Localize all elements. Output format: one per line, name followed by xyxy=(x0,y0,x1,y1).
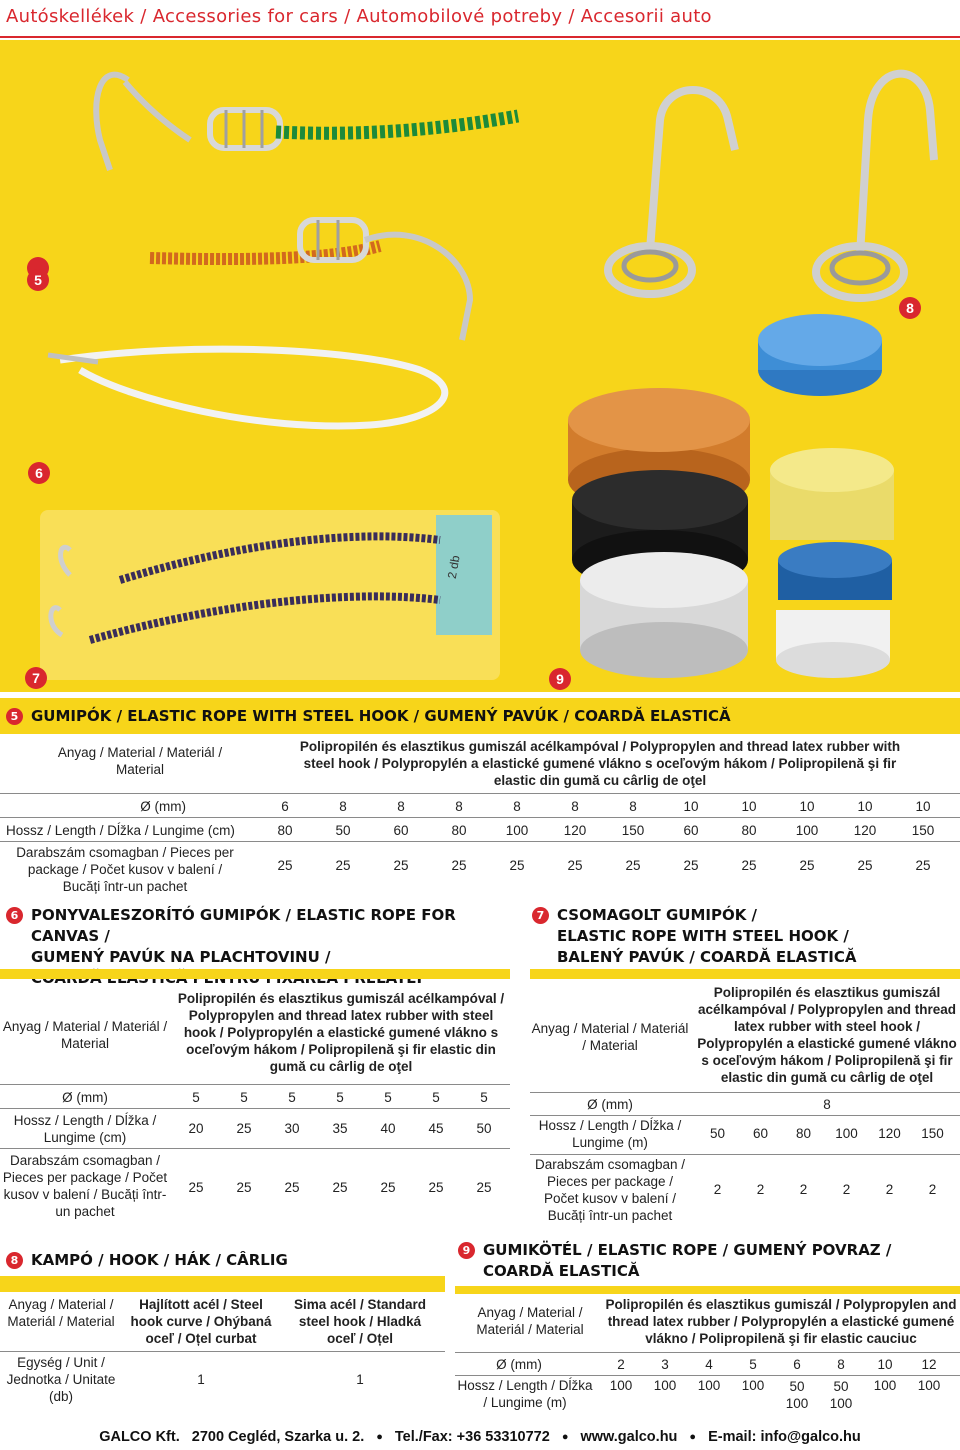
diameter-value: 10 xyxy=(857,798,873,814)
diameter-label: Ø (mm) xyxy=(587,1096,633,1112)
diameter-value: 8 xyxy=(629,798,637,814)
photo-label-7: 7 xyxy=(25,667,47,689)
section-6-table xyxy=(0,984,510,1230)
diameter-value: 10 xyxy=(683,798,699,814)
bullet-icon: ● xyxy=(561,1431,569,1443)
length-value: 100 xyxy=(873,1378,897,1393)
table-row xyxy=(455,1354,937,1374)
diameter-value: 8 xyxy=(571,798,579,814)
section-8-bar xyxy=(0,1276,445,1292)
steel-hook-icon xyxy=(96,75,128,170)
length-value: 100 xyxy=(741,1378,765,1393)
length-value: 100 xyxy=(835,1126,858,1141)
length-value: 60 xyxy=(683,822,699,838)
section-7-table xyxy=(530,984,960,1230)
steel-hook-icon xyxy=(650,90,735,250)
footer-address: 2700 Cegléd, Szarka u. 2. xyxy=(191,1429,365,1445)
pieces-value: 25 xyxy=(625,858,641,873)
section-7-title-line3: BALENÝ PAVÚK / COARDĂ ELASTICĂ xyxy=(557,948,857,966)
length-value: 30 xyxy=(284,1121,300,1136)
pieces-value: 25 xyxy=(476,1180,492,1195)
unit-label: Egység / Unit / Jednotka / Unitate (db) xyxy=(6,1355,116,1404)
length-value: 40 xyxy=(380,1121,396,1136)
material-value: Polipropilén és elasztikus gumiszál acélkampóval / Polypropylen and thread latex rubber with steel hook / Polypropylén a elastické gumené vlákno s oceľovým hákom / Polipropilenă şi fir elastic din gumă cu cârlig de oţel xyxy=(697,985,957,1085)
length-value: 50 xyxy=(476,1121,492,1136)
section-8-title: KAMPÓ / HOOK / HÁK / CÂRLIG xyxy=(31,1251,288,1269)
pieces-value: 2 xyxy=(842,1182,851,1197)
diameter-value: 8 xyxy=(339,798,347,814)
length-value: 150 xyxy=(921,1126,944,1141)
length-label: Hossz / Length / Dĺžka / Lungime (cm) xyxy=(6,822,235,838)
pieces-value: 25 xyxy=(683,858,699,873)
pieces-value: 2 xyxy=(713,1182,722,1197)
length-value: 120 xyxy=(563,822,587,838)
pieces-value: 25 xyxy=(799,858,815,873)
diameter-value: 8 xyxy=(837,1356,845,1372)
length-label: Hossz / Length / Dĺžka / Lungime (cm) xyxy=(13,1113,157,1145)
yellow-spool-icon xyxy=(770,448,894,540)
section-9-number: 9 xyxy=(458,1242,475,1259)
section-8-number: 8 xyxy=(6,1252,23,1269)
pieces-value: 25 xyxy=(236,1180,252,1195)
footer-phone: Tel./Fax: +36 53310772 xyxy=(394,1429,550,1445)
length-value: 50 xyxy=(709,1126,726,1141)
diameter-value: 6 xyxy=(281,798,289,814)
pieces-value: 2 xyxy=(799,1182,808,1197)
section-6-title-line2: GUMENÝ PAVÚK NA PLACHTOVINU / xyxy=(31,948,331,966)
diameter-value: 10 xyxy=(741,798,757,814)
section-9-bar xyxy=(455,1286,960,1294)
bullet-icon: ● xyxy=(376,1431,383,1443)
section-9-table xyxy=(455,1294,960,1416)
length-value: 80 xyxy=(277,822,293,838)
length-value: 35 xyxy=(332,1121,348,1136)
footer-website-link[interactable]: www.galco.hu xyxy=(580,1429,678,1445)
unit-value-2: 1 xyxy=(356,1372,364,1387)
section-9-header xyxy=(458,1240,958,1282)
length-value: 100 xyxy=(697,1378,721,1393)
length-value: 100 xyxy=(505,822,529,838)
length-value: 100 xyxy=(653,1378,677,1393)
section-5-title: GUMIPÓK / ELASTIC ROPE WITH STEEL HOOK / GUMENÝ PAVÚK / COARDĂ ELASTICĂ xyxy=(31,707,731,725)
diameter-value: 5 xyxy=(288,1089,296,1105)
section-8-header xyxy=(6,1250,446,1271)
diameter-value: 6 xyxy=(793,1356,801,1372)
pieces-value: 25 xyxy=(332,1180,348,1195)
pieces-value: 25 xyxy=(741,858,757,873)
length-value: 50 100 xyxy=(785,1379,809,1411)
diameter-value: 5 xyxy=(240,1089,248,1105)
pieces-value: 25 xyxy=(277,858,293,873)
length-value: 60 xyxy=(393,822,409,838)
diameter-value: 3 xyxy=(661,1356,669,1372)
length-value: 100 xyxy=(917,1378,941,1393)
table-row xyxy=(0,1087,488,1107)
white-elastic-rope xyxy=(60,349,445,426)
table-row xyxy=(0,796,931,816)
diameter-value: 12 xyxy=(921,1356,937,1372)
section-6-title-line1: PONYVALESZORÍTÓ GUMIPÓK / ELASTIC ROPE FOR CANVAS / xyxy=(31,906,456,945)
pieces-value: 2 xyxy=(756,1182,765,1197)
material-label: Anyag / Material / Materiál / Material xyxy=(531,1021,689,1053)
dark-blue-spool-icon xyxy=(778,542,892,600)
material-value: Polipropilén és elasztikus gumiszál / Polypropylen and thread latex rubber / Polypropylén a elastické gumené vlákno / Polipropilenă şi fir elastic cauciuc xyxy=(605,1297,957,1346)
photo-label-9: 9 xyxy=(549,668,571,690)
diameter-value: 8 xyxy=(455,798,463,814)
pieces-value: 25 xyxy=(380,1180,396,1195)
table-row xyxy=(0,820,935,840)
diameter-value: 5 xyxy=(192,1089,200,1105)
photo-label-6: 6 xyxy=(28,462,50,484)
length-value: 25 xyxy=(236,1121,252,1136)
pieces-value: 2 xyxy=(885,1182,894,1197)
diameter-value: 5 xyxy=(749,1356,757,1372)
material-value: Polipropilén és elasztikus gumiszál acélkampóval / Polypropylen and thread latex rubber with steel hook / Polypropylén a elastické gumené vlákno s oceľovým hákom / Polipropilenă şi fir elastic din gumă cu cârlig de oţel xyxy=(299,739,901,788)
coil-spring-icon xyxy=(210,110,280,148)
unit-value-1: 1 xyxy=(197,1372,205,1387)
section-7-title-line2: ELASTIC ROPE WITH STEEL HOOK / xyxy=(557,927,849,945)
pieces-value: 25 xyxy=(857,858,873,873)
material-value: Polipropilén és elasztikus gumiszál acélkampóval / Polypropylen and thread latex rubber with steel hook / Polypropylén a elastické gumené vlákno s oceľovým hákom / Polipropilenă şi fir elastic din gumă cu cârlig de oţel xyxy=(177,991,505,1074)
product-photo xyxy=(0,40,960,692)
diameter-label: Ø (mm) xyxy=(62,1089,108,1105)
diameter-label: Ø (mm) xyxy=(140,798,186,814)
section-9-title-line1: GUMIKÖTÉL / ELASTIC ROPE / GUMENÝ POVRAZ / xyxy=(483,1241,892,1259)
pieces-value: 25 xyxy=(428,1180,444,1195)
blue-spool-icon xyxy=(758,314,882,396)
length-value: 150 xyxy=(911,822,935,838)
diameter-value: 10 xyxy=(877,1356,893,1372)
pieces-label: Darabszám csomagban / Pieces per package / Počet kusov v balení / Bucăți într-un pachet xyxy=(534,1157,686,1223)
diameter-value: 8 xyxy=(397,798,405,814)
material-standard-hook: Sima acél / Standard steel hook / Hladká oceľ / Oțel xyxy=(293,1297,427,1346)
photo-label-5: 5 xyxy=(27,269,49,291)
pieces-value: 2 xyxy=(928,1182,937,1197)
section-9-title-line2: COARDĂ ELASTICĂ xyxy=(483,1262,640,1280)
diameter-value: 5 xyxy=(384,1089,392,1105)
white-spool-icon xyxy=(580,552,748,678)
table-row xyxy=(530,1094,831,1114)
length-value: 120 xyxy=(878,1126,901,1141)
pieces-value: 25 xyxy=(509,858,525,873)
section-5-table xyxy=(0,736,960,896)
length-value: 120 xyxy=(853,822,877,838)
green-elastic-rope xyxy=(276,116,518,133)
coil-spring-icon xyxy=(608,246,692,294)
diameter-value: 5 xyxy=(432,1089,440,1105)
diameter-label: Ø (mm) xyxy=(496,1356,542,1372)
length-value: 100 xyxy=(609,1378,633,1393)
coil-spring-icon xyxy=(816,246,904,298)
length-value: 20 xyxy=(188,1121,204,1136)
diameter-value: 10 xyxy=(915,798,931,814)
diameter-value: 5 xyxy=(336,1089,344,1105)
bullet-icon: ● xyxy=(689,1431,697,1443)
page-title: Autóskellékek / Accessories for cars / Automobilové potreby / Accesorii auto xyxy=(6,6,712,27)
material-label: Anyag / Material / Materiál / Material xyxy=(7,1297,115,1329)
length-value: 45 xyxy=(428,1121,444,1136)
pieces-value: 25 xyxy=(567,858,583,873)
package-label-text: 2 db xyxy=(444,554,463,580)
pieces-value: 25 xyxy=(915,858,931,873)
diameter-value: 4 xyxy=(705,1356,713,1372)
length-value: 80 xyxy=(741,822,757,838)
diameter-value: 5 xyxy=(480,1089,488,1105)
pieces-label: Darabszám csomagban / Pieces per package / Počet kusov v balení / Bucăți într-un pachet xyxy=(16,845,234,894)
length-label: Hossz / Length / Dĺžka / Lungime (m) xyxy=(538,1118,682,1150)
section-7-title-line1: CSOMAGOLT GUMIPÓK / xyxy=(557,906,758,924)
product-illustration xyxy=(0,40,960,692)
material-label: Anyag / Material / Materiál / Material xyxy=(2,1019,168,1051)
material-label: Anyag / Material / Materiál / Material xyxy=(476,1305,584,1337)
pieces-value: 25 xyxy=(393,858,409,873)
length-label: Hossz / Length / Dĺžka / Lungime (m) xyxy=(457,1378,593,1410)
pieces-value: 25 xyxy=(335,858,351,873)
pieces-value: 25 xyxy=(451,858,467,873)
diameter-value: 8 xyxy=(823,1096,831,1112)
section-7-header xyxy=(532,905,952,968)
section-6-bar xyxy=(0,969,510,979)
section-6-number: 6 xyxy=(6,907,23,924)
footer-email-link[interactable]: E-mail: info@galco.hu xyxy=(708,1429,861,1445)
footer-company: GALCO Kft. xyxy=(99,1429,180,1445)
diameter-value: 2 xyxy=(617,1356,625,1372)
title-divider xyxy=(0,36,960,38)
section-7-bar xyxy=(530,969,960,979)
length-value: 50 xyxy=(335,822,351,838)
steel-hook-icon xyxy=(860,74,934,255)
length-value: 80 xyxy=(451,822,467,838)
photo-label-8: 8 xyxy=(899,297,921,319)
pieces-label: Darabszám csomagban / Pieces per package / Počet kusov v balení / Bucăți într-un pachet xyxy=(2,1153,168,1219)
white-small-spool-icon xyxy=(776,610,890,678)
section-5-header xyxy=(0,698,960,734)
length-value: 100 xyxy=(795,822,819,838)
pieces-value: 25 xyxy=(284,1180,300,1195)
length-value: 60 xyxy=(752,1126,769,1141)
length-value: 150 xyxy=(621,822,645,838)
footer xyxy=(0,1424,960,1450)
pieces-value: 25 xyxy=(188,1180,204,1195)
diameter-value: 8 xyxy=(513,798,521,814)
material-label: Anyag / Material / Materiál / Material xyxy=(57,745,223,777)
section-7-number: 7 xyxy=(532,907,549,924)
length-value: 80 xyxy=(795,1126,812,1141)
section-8-table xyxy=(0,1294,445,1416)
diameter-value: 10 xyxy=(799,798,815,814)
length-value: 50 100 xyxy=(829,1379,853,1411)
material-hook-curve: Hajlított acél / Steel hook curve / Ohýbaná oceľ / Oțel curbat xyxy=(130,1297,272,1346)
section-5-number: 5 xyxy=(6,708,23,725)
